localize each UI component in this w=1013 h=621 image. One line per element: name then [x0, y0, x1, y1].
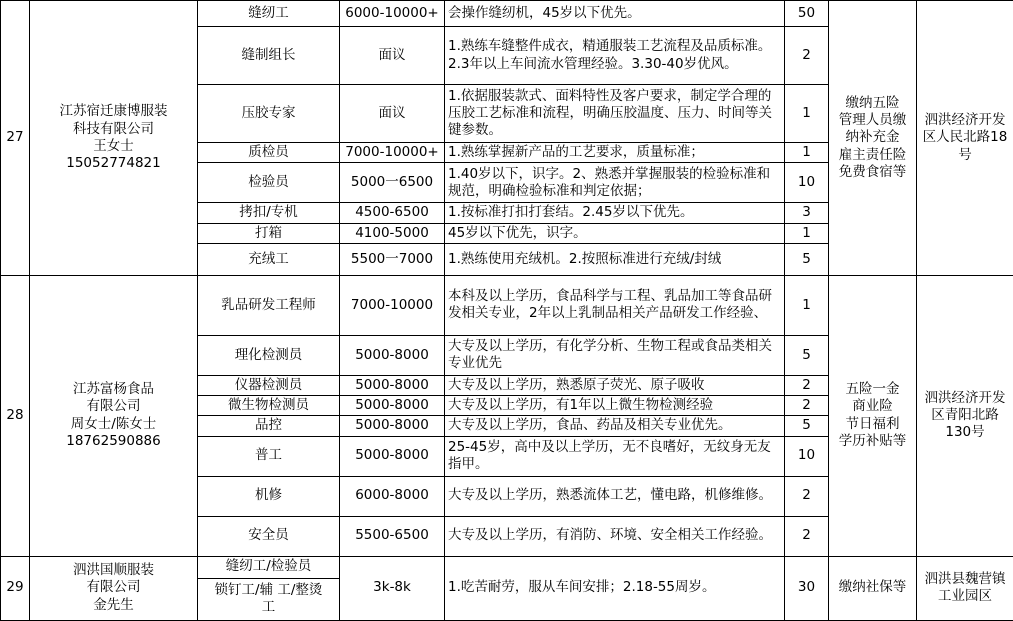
- row-number: 29: [4, 579, 26, 596]
- position-cell: 理化检测员: [198, 335, 340, 375]
- position-cell: 拷扣/专机: [198, 203, 340, 223]
- location-line: 泗洪经济开发: [920, 112, 1010, 129]
- contact-phone: 18762590886: [33, 433, 194, 450]
- company-name-line: 有限公司: [33, 579, 194, 596]
- headcount-cell: 5: [785, 243, 829, 275]
- position-line: 工: [201, 599, 336, 616]
- requirement-cell: 大专及以上学历，食品、药品及相关专业优先。: [445, 416, 785, 436]
- company-cell: [30, 275, 198, 556]
- position-cell: 机修: [198, 476, 340, 516]
- location-line: 工业园区: [920, 588, 1010, 605]
- row-number: 28: [4, 407, 26, 424]
- benefits-line: 免费食宿等: [832, 164, 913, 181]
- headcount-cell: 1: [785, 85, 829, 143]
- benefits-line: 学历补贴等: [832, 433, 913, 450]
- table-row: [1, 556, 1013, 578]
- position-cell: 质检员: [198, 143, 340, 163]
- benefits-line: 节日福利: [832, 416, 913, 433]
- benefits-line: 管理人员缴: [832, 112, 913, 129]
- salary-cell: 5500一7000: [340, 243, 445, 275]
- company-name-line: 江苏宿迁康博服装: [33, 103, 194, 120]
- requirement-cell: 25-45岁，高中及以上学历，无不良嗜好，无纹身无友指甲。: [445, 436, 785, 476]
- headcount-cell: 2: [785, 375, 829, 395]
- requirement-cell: 大专及以上学历，有1年以上微生物检测经验: [445, 396, 785, 416]
- requirement-cell: 1.按标准打扣打套结。2.45岁以下优先。: [445, 203, 785, 223]
- position-cell: 缝纫工/检验员: [198, 556, 340, 578]
- benefits-line: 雇主责任险: [832, 147, 913, 164]
- table-row: [1, 1, 1013, 27]
- headcount-cell: 1: [785, 275, 829, 335]
- company-name-line: 科技有限公司: [33, 121, 194, 138]
- position-cell: 品控: [198, 416, 340, 436]
- benefits-cell: [829, 275, 917, 556]
- headcount-cell: 30: [785, 556, 829, 620]
- location-line: 号: [920, 147, 1010, 164]
- benefits-line: 商业险: [832, 398, 913, 415]
- requirement-cell: 大专及以上学历，熟悉流体工艺，懂电路，机修维修。: [445, 476, 785, 516]
- row-number-cell: [1, 275, 30, 556]
- requirement-cell: 1.熟练车缝整件成衣，精通服装工艺流程及品质标准。2.3年以上车间流水管理经验。3.30-40岁优风。: [445, 27, 785, 85]
- company-cell: [30, 1, 198, 276]
- headcount-cell: 2: [785, 476, 829, 516]
- salary-cell: 面议: [340, 85, 445, 143]
- requirement-cell: 45岁以下优先，识字。: [445, 223, 785, 243]
- salary-cell: 5000-8000: [340, 335, 445, 375]
- salary-cell: 6000-8000: [340, 476, 445, 516]
- benefits-line: 缴纳五险: [832, 95, 913, 112]
- location-line: 130号: [920, 424, 1010, 441]
- salary-cell: 5000-8000: [340, 436, 445, 476]
- salary-cell: 5000一6500: [340, 163, 445, 203]
- salary-cell: 4500-6500: [340, 203, 445, 223]
- benefits-line: 五险一金: [832, 381, 913, 398]
- company-name-line: 江苏富杨食品: [33, 381, 194, 398]
- salary-cell: 5500-6500: [340, 516, 445, 556]
- position-cell: 微生物检测员: [198, 396, 340, 416]
- location-line: 区人民北路18: [920, 129, 1010, 146]
- salary-cell: 5000-8000: [340, 416, 445, 436]
- position-cell: 检验员: [198, 163, 340, 203]
- headcount-cell: 2: [785, 396, 829, 416]
- table-row: [1, 275, 1013, 335]
- headcount-cell: 10: [785, 436, 829, 476]
- headcount-cell: 3: [785, 203, 829, 223]
- position-cell: 打箱: [198, 223, 340, 243]
- company-name-line: 有限公司: [33, 398, 194, 415]
- location-cell: [917, 556, 1013, 620]
- company-cell: [30, 556, 198, 620]
- salary-cell: 7000-10000+: [340, 143, 445, 163]
- benefits-cell: [829, 1, 917, 276]
- requirement-cell: 1.依据服装款式、面料特性及客户要求，制定学合理的压胶工艺标准和流程，明确压胶温度、压力、时间等关键参数。: [445, 85, 785, 143]
- requirement-cell: 1.40岁以下，识字。2、熟悉并掌握服装的检验标准和规范，明确检验标准和判定依据；: [445, 163, 785, 203]
- requirement-cell: 1.熟练掌握新产品的工艺要求，质量标准；: [445, 143, 785, 163]
- row-number: 27: [4, 129, 26, 146]
- salary-cell: 面议: [340, 27, 445, 85]
- location-line: 泗洪县魏营镇: [920, 571, 1010, 588]
- headcount-cell: 2: [785, 516, 829, 556]
- salary-cell: 3k-8k: [340, 556, 445, 620]
- position-cell: 乳品研发工程师: [198, 275, 340, 335]
- position-cell: 仪器检测员: [198, 375, 340, 395]
- benefits-cell: [829, 556, 917, 620]
- benefits-line: 纳补充金: [832, 129, 913, 146]
- requirement-cell: 会操作缝纫机，45岁以下优先。: [445, 1, 785, 27]
- headcount-cell: 5: [785, 335, 829, 375]
- headcount-cell: 1: [785, 223, 829, 243]
- location-line: 区青阳北路: [920, 407, 1010, 424]
- requirement-cell: 1.熟练使用充绒机。2.按照标准进行充绒/封绒: [445, 243, 785, 275]
- position-cell: 缝纫工: [198, 1, 340, 27]
- benefits-line: 缴纳社保等: [832, 579, 913, 596]
- requirement-cell: 大专及以上学历，熟悉原子荧光、原子吸收: [445, 375, 785, 395]
- company-name-line: 泗洪国顺服装: [33, 562, 194, 579]
- location-line: 泗洪经济开发: [920, 390, 1010, 407]
- salary-cell: 4100-5000: [340, 223, 445, 243]
- contact-phone: 15052774821: [33, 155, 194, 172]
- headcount-cell: 10: [785, 163, 829, 203]
- headcount-cell: 1: [785, 143, 829, 163]
- salary-cell: 6000-10000+: [340, 1, 445, 27]
- headcount-cell: 2: [785, 27, 829, 85]
- location-cell: [917, 1, 1013, 276]
- position-cell: 压胶专家: [198, 85, 340, 143]
- position-cell: 普工: [198, 436, 340, 476]
- requirement-cell: 本科及以上学历，食品科学与工程、乳品加工等食品研发相关专业，2年以上乳制品相关产品研发工作经验、: [445, 275, 785, 335]
- position-cell: 缝制组长: [198, 27, 340, 85]
- requirement-cell: 大专及以上学历，有化学分析、生物工程或食品类相关专业优先: [445, 335, 785, 375]
- row-number-cell: [1, 556, 30, 620]
- position-cell: 充绒工: [198, 243, 340, 275]
- salary-cell: 7000-10000: [340, 275, 445, 335]
- contact-person: 周女士/陈女士: [33, 416, 194, 433]
- position-line: 锁钉工/辅 工/整烫: [201, 582, 336, 599]
- salary-cell: 5000-8000: [340, 375, 445, 395]
- headcount-cell: 5: [785, 416, 829, 436]
- headcount-cell: 50: [785, 1, 829, 27]
- contact-person: 王女士: [33, 138, 194, 155]
- location-cell: [917, 275, 1013, 556]
- position-cell: 安全员: [198, 516, 340, 556]
- position-cell: [198, 578, 340, 620]
- requirement-cell: 大专及以上学历，有消防、环境、安全相关工作经验。: [445, 516, 785, 556]
- row-number-cell: [1, 1, 30, 276]
- requirement-cell: 1.吃苦耐劳，服从车间安排；2.18-55周岁。: [445, 556, 785, 620]
- salary-cell: 5000-8000: [340, 396, 445, 416]
- contact-person: 金先生: [33, 597, 194, 614]
